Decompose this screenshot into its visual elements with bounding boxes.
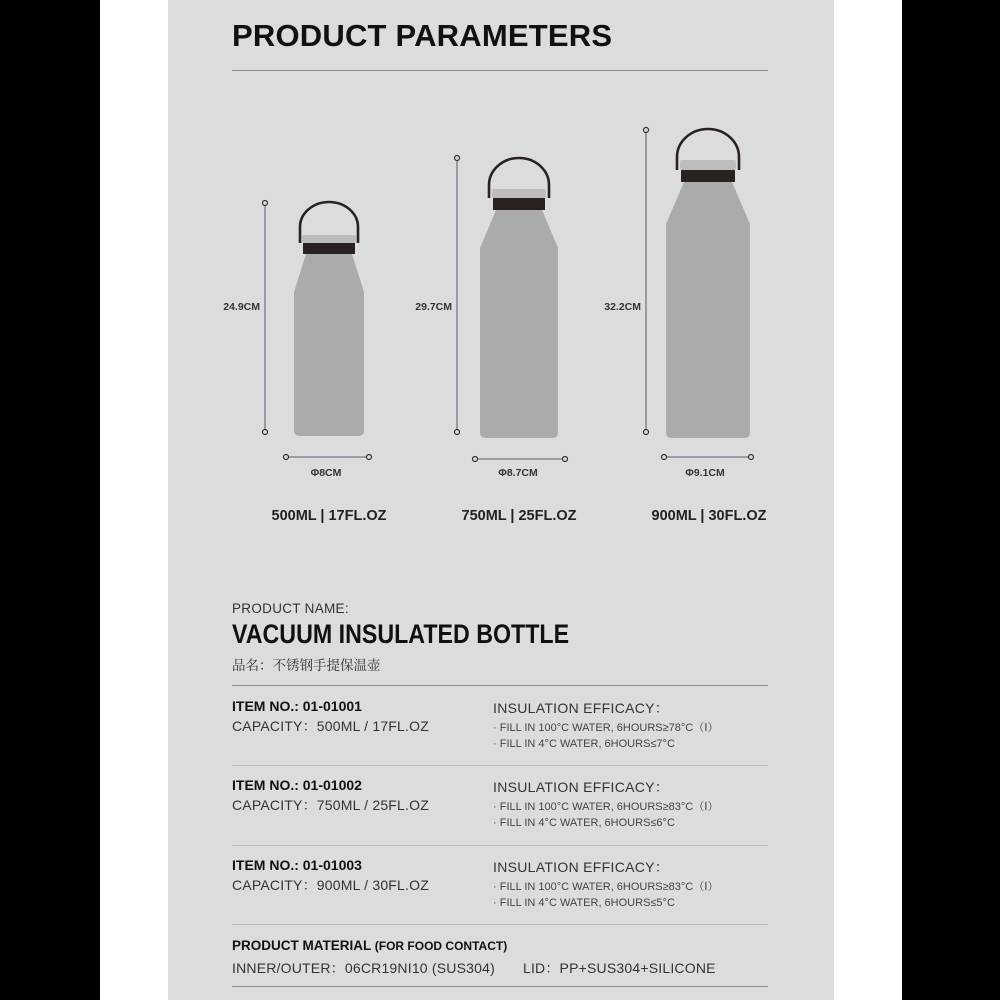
bottle-body [294, 254, 364, 436]
bottle-lid-top [680, 160, 736, 170]
item-capacity: CAPACITY：750ML / 25FL.OZ [232, 797, 429, 813]
dimension-endpoint [263, 201, 268, 206]
right-black-border [902, 0, 1000, 1000]
efficacy-cold-line: · FILL IN 4°C WATER, 6HOURS≤7°C [493, 738, 675, 750]
bottle-size-diagram [168, 0, 834, 560]
insulation-efficacy-label: INSULATION EFFICACY： [493, 779, 670, 795]
bottle-lid-top [492, 189, 546, 198]
item-spec-01-01002 [232, 777, 772, 837]
diameter-label: Φ8CM [310, 467, 342, 479]
bottle-body [666, 182, 750, 438]
dimension-endpoint [563, 457, 568, 462]
item-divider [232, 765, 768, 766]
dimension-endpoint [662, 455, 667, 460]
bottle-lid-top [302, 235, 356, 243]
bottle-cap-band [681, 170, 735, 182]
capacity-label: 900ML | 30FL.OZ [651, 508, 767, 524]
efficacy-hot-line: · FILL IN 100°C WATER, 6HOURS≥78°C（Ⅰ） [493, 722, 719, 734]
bottom-divider [232, 986, 768, 987]
page-title: PRODUCT PARAMETERS [232, 18, 613, 53]
dimension-endpoint [455, 430, 460, 435]
product-name: VACUUM INSULATED BOTTLE [232, 619, 570, 649]
product-material-title: PRODUCT MATERIAL [232, 938, 371, 953]
efficacy-hot-line: · FILL IN 100°C WATER, 6HOURS≥83°C（Ⅰ） [493, 801, 719, 813]
efficacy-hot-line: · FILL IN 100°C WATER, 6HOURS≥83°C（Ⅰ） [493, 881, 719, 893]
bottle-body [480, 210, 558, 438]
efficacy-cold-line: · FILL IN 4°C WATER, 6HOURS≤5°C [493, 897, 675, 909]
dimension-endpoint [473, 457, 478, 462]
capacity-label: 500ML | 17FL.OZ [271, 508, 387, 524]
bottle-500ml [223, 201, 386, 525]
product-name-label: PRODUCT NAME: [232, 601, 349, 616]
item-divider [232, 924, 768, 925]
item-capacity: CAPACITY：500ML / 17FL.OZ [232, 718, 429, 734]
bottle-750ml [415, 156, 576, 525]
item-number: ITEM NO.: 01-01002 [232, 777, 362, 793]
product-material-subtitle: (FOR FOOD CONTACT) [374, 939, 508, 953]
product-name-chinese: 品名：不锈钢手提保温壶 [232, 658, 381, 673]
item-capacity: CAPACITY：900ML / 30FL.OZ [232, 877, 429, 893]
insulation-efficacy-label: INSULATION EFFICACY： [493, 700, 670, 716]
dimension-endpoint [455, 156, 460, 161]
bottle-900ml [604, 128, 766, 525]
dimension-endpoint [367, 455, 372, 460]
height-label: 32.2CM [604, 301, 641, 313]
item-divider [232, 845, 768, 846]
bottle-cap-band [493, 198, 545, 210]
lid-material: LID：PP+SUS304+SILICONE [522, 960, 716, 976]
height-label: 29.7CM [415, 301, 452, 313]
item-number: ITEM NO.: 01-01003 [232, 857, 362, 873]
diameter-label: Φ8.7CM [498, 467, 538, 479]
diameter-label: Φ9.1CM [685, 467, 725, 479]
efficacy-cold-line: · FILL IN 4°C WATER, 6HOURS≤6°C [493, 817, 675, 829]
dimension-endpoint [284, 455, 289, 460]
inner-outer-material: INNER/OUTER：06CR19NI10 (SUS304) [232, 960, 495, 976]
product-material-heading [232, 938, 507, 953]
capacity-label: 750ML | 25FL.OZ [461, 508, 577, 524]
height-label: 24.9CM [223, 301, 260, 313]
dimension-endpoint [263, 430, 268, 435]
item-spec-01-01001 [232, 698, 772, 758]
dimension-endpoint [644, 128, 649, 133]
item-number: ITEM NO.: 01-01001 [232, 698, 362, 714]
bottle-cap-band [303, 243, 355, 254]
left-black-border [0, 0, 100, 1000]
item-spec-01-01003 [232, 857, 772, 917]
product-parameters-panel [168, 0, 834, 1000]
section-divider [232, 685, 768, 686]
insulation-efficacy-label: INSULATION EFFICACY： [493, 859, 670, 875]
product-material-details [232, 958, 716, 978]
dimension-endpoint [749, 455, 754, 460]
dimension-endpoint [644, 430, 649, 435]
